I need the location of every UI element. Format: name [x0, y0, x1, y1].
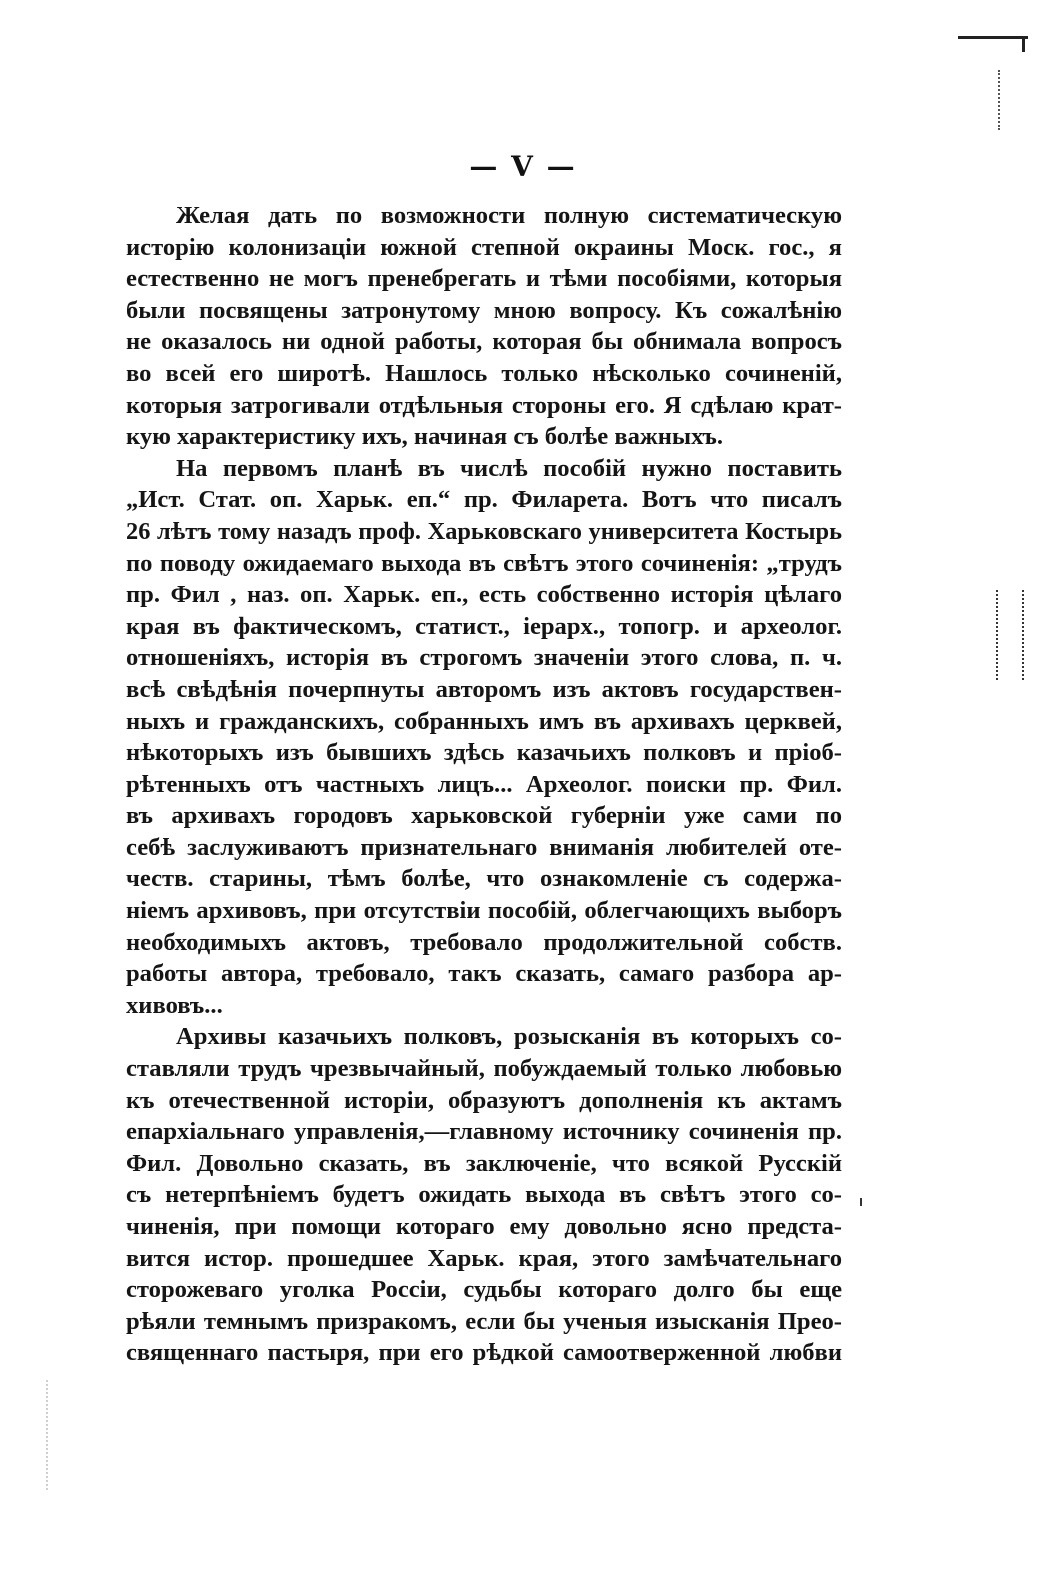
text-line: Фил. Довольно сказать, въ заключеніе, что всякой Русскій	[126, 1149, 842, 1177]
scan-edge-mark	[958, 36, 1028, 39]
text-line: ніемъ архивовъ, при отсутствіи пособій, облегчающихъ выборъ	[126, 897, 842, 925]
scan-dust-marks	[46, 1380, 50, 1490]
text-line: нѣкоторыхъ изъ бывшихъ здѣсь казачьихъ полковъ и пріоб-	[126, 739, 842, 767]
text-line: исторію колонизаціи южной степной окраины Моск. гос., я	[126, 233, 842, 261]
text-line: священнаго пастыря, при его рѣдкой самоотверженной любви	[126, 1339, 842, 1367]
text-line: кую характеристику ихъ, начиная съ болѣе важныхъ.	[126, 423, 723, 451]
text-line: работы автора, требовало, такъ сказать, самаго разбора ар-	[126, 960, 842, 988]
scan-dust-marks	[996, 590, 1000, 680]
text-line: къ отечественной исторіи, образуютъ дополненія къ актамъ	[126, 1086, 842, 1114]
text-line: въ архивахъ городовъ харьковской губерніи уже сами по	[126, 802, 842, 830]
scan-edge-mark	[1022, 36, 1025, 52]
text-line: ныхъ и гражданскихъ, собранныхъ имъ въ архивахъ церквей,	[126, 707, 842, 735]
text-line: сторожеваго уголка Россіи, судьбы котораго долго бы еще	[126, 1276, 842, 1304]
text-line: съ нетерпѣніемъ будетъ ожидать выхода въ свѣтъ этого со-	[126, 1181, 842, 1209]
text-line: епархіальнаго управленія,—главному источнику сочиненія пр.	[126, 1118, 842, 1146]
scan-dust-marks	[1022, 590, 1026, 680]
text-line: края въ фактическомъ, статист., іерарх., топогр. и археолог.	[126, 612, 842, 640]
text-line: по поводу ожидаемаго выхода въ свѣтъ этого сочиненія: „трудъ	[126, 549, 842, 577]
paragraph-3	[126, 1021, 842, 1369]
text-line: 26 лѣтъ тому назадъ проф. Харьковскаго университета Костырь	[126, 517, 842, 545]
text-line: которыя затрогивали отдѣльныя стороны его. Я сдѣлаю крат-	[126, 391, 842, 419]
text-line: рѣяли темнымъ призракомъ, если бы ученыя изысканія Прео-	[126, 1307, 842, 1335]
text-line: отношеніяхъ, исторія въ строгомъ значеніи этого слова, п. ч.	[126, 644, 842, 672]
text-line: не оказалось ни одной работы, которая бы обнимала вопросъ	[126, 328, 842, 356]
paragraph-2	[126, 453, 842, 1022]
text-line: всѣ свѣдѣнія почерпнуты авторомъ изъ актовъ государствен-	[126, 675, 842, 703]
text-line: „Ист. Стат. оп. Харьк. еп.“ пр. Филарета. Вотъ что писалъ	[126, 486, 842, 514]
paragraph-1	[126, 200, 842, 453]
text-line: были посвящены затронутому мною вопросу. Къ сожалѣнію	[126, 296, 842, 324]
scan-speck	[860, 1198, 862, 1206]
text-line: естественно не могъ пренебрегать и тѣми пособіями, которыя	[126, 265, 842, 293]
text-line: необходимыхъ актовъ, требовало продолжительной собств.	[126, 928, 842, 956]
page-number: — V —	[469, 150, 577, 183]
scan-dust-marks	[998, 70, 1002, 130]
body-text	[126, 200, 842, 1369]
text-line: ставляли трудъ чрезвычайный, побуждаемый только любовью	[126, 1055, 842, 1083]
text-line: вится истор. прошедшее Харьк. края, этого замѣчательнаго	[126, 1244, 842, 1272]
text-line: себѣ заслуживаютъ признательнаго вниманія любителей оте-	[126, 833, 842, 861]
text-line: во всей его широтѣ. Нашлось только нѣсколько сочиненій,	[126, 359, 842, 387]
text-line: Архивы казачьихъ полковъ, розысканія въ которыхъ со-	[176, 1023, 842, 1051]
text-line: На первомъ планѣ въ числѣ пособій нужно поставить	[176, 454, 842, 482]
text-line: чиненія, при помощи котораго ему довольно ясно предста-	[126, 1213, 842, 1240]
text-line: Желая дать по возможности полную систематическую	[176, 202, 842, 229]
text-line: пр. Фил , наз. оп. Харьк. еп., есть собственно исторія цѣлаго	[126, 581, 842, 609]
text-line: хивовъ...	[126, 991, 223, 1019]
text-line: рѣтенныхъ отъ частныхъ лицъ... Археолог. поиски пр. Фил.	[126, 770, 842, 798]
text-line: честв. старины, тѣмъ болѣе, что ознакомленіе съ содержа-	[126, 865, 842, 893]
